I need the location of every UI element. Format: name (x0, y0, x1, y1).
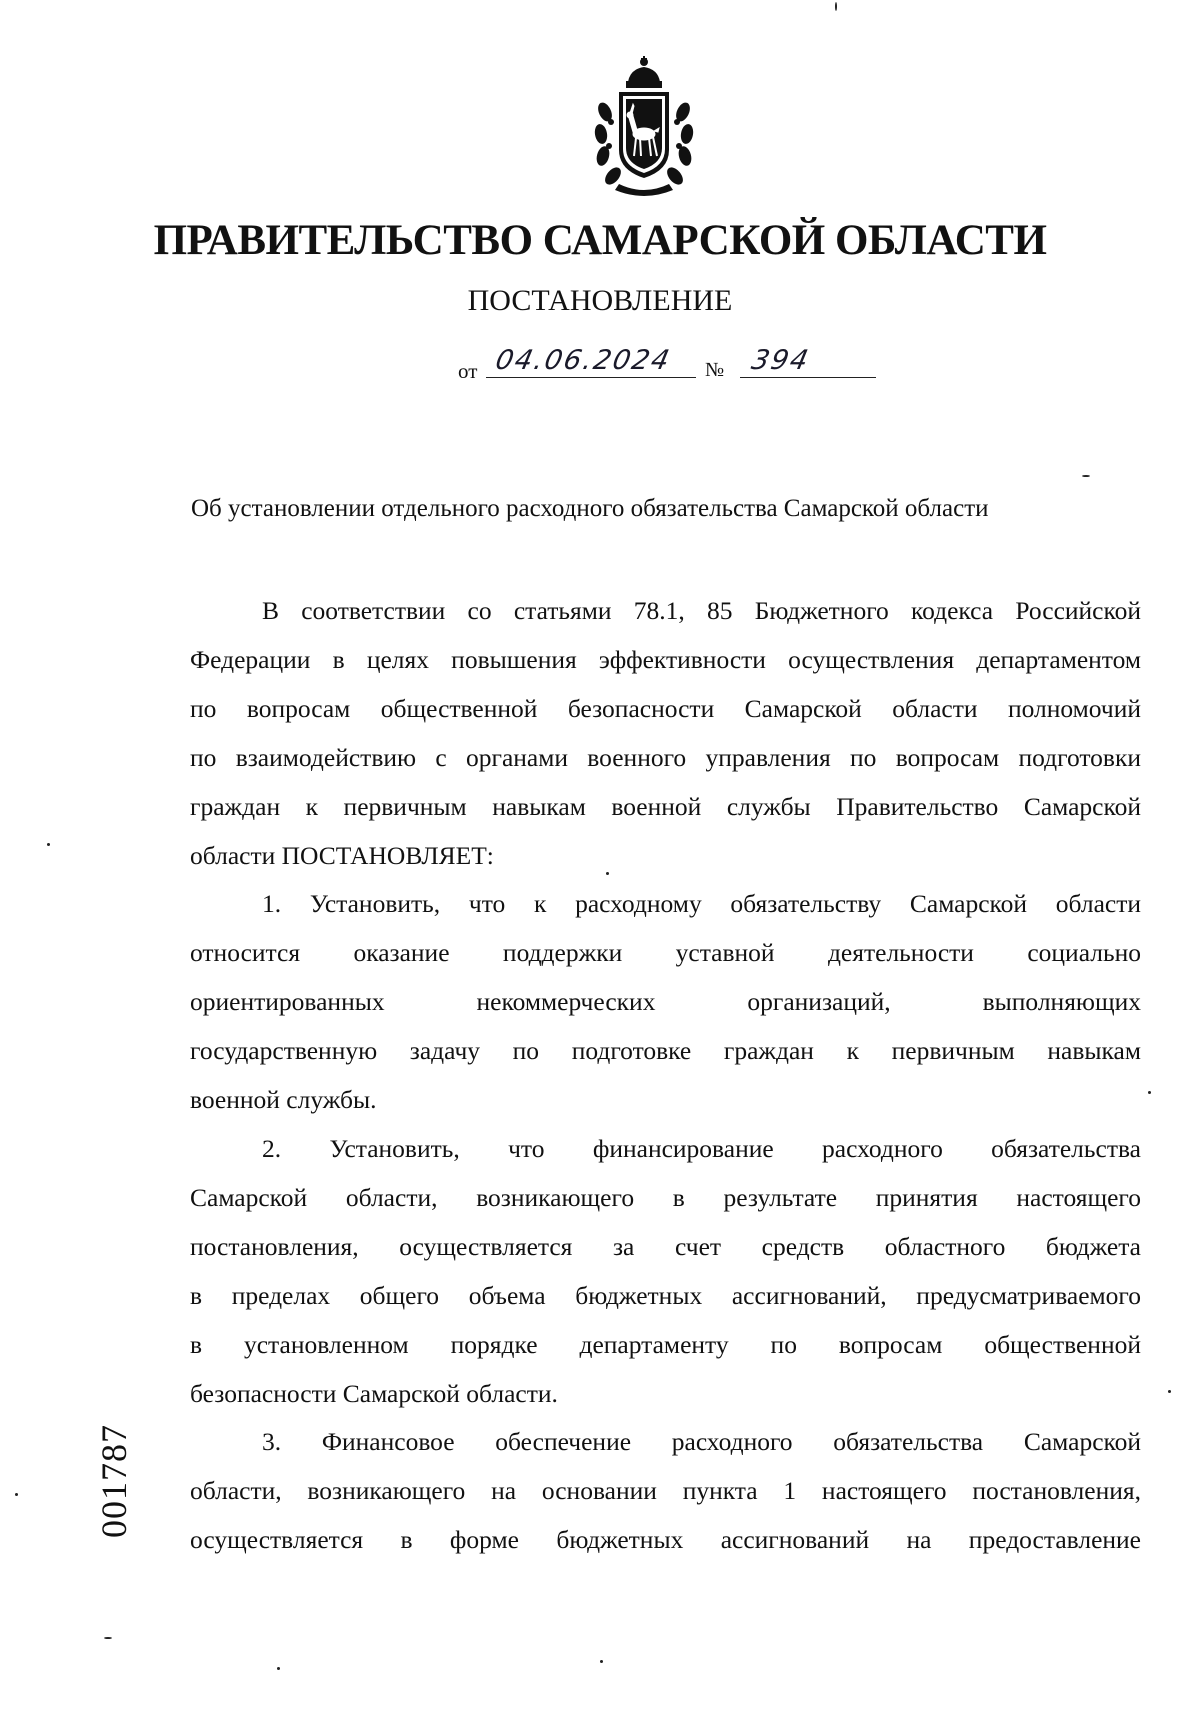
date-field (486, 342, 696, 378)
text-line: Самарской области, возникающего в результате принятия настоящего (190, 1182, 1141, 1212)
number-sign: № (705, 359, 725, 381)
scan-speck (606, 872, 609, 875)
scan-speck (47, 843, 50, 846)
organization-title: ПРАВИТЕЛЬСТВО САМАРСКОЙ ОБЛАСТИ (153, 217, 1047, 264)
scan-speck (1168, 1390, 1171, 1393)
paragraph-preamble (190, 587, 1141, 880)
text-line: военной службы. (190, 1085, 377, 1115)
text-line: по взаимодействию с органами военного управления по вопросам подготовки (190, 742, 1141, 772)
date-number-line (458, 342, 838, 384)
scan-speck (835, 2, 837, 11)
document-body (190, 587, 1141, 1565)
date-prefix: от (458, 359, 478, 383)
scan-speck (1082, 475, 1090, 477)
text-line: Федерации в целях повышения эффективности осуществления департаментом (190, 644, 1141, 674)
text-line: 3. Финансовое обеспечение расходного обязательства Самарской (262, 1427, 1141, 1457)
side-serial-number: 001787 (94, 1424, 134, 1538)
text-line: постановления, осуществляется за счет средств областного бюджета (190, 1231, 1141, 1261)
scan-speck (15, 1493, 18, 1496)
paragraph-item-3 (190, 1418, 1141, 1565)
scan-speck (277, 1667, 280, 1670)
text-line: по вопросам общественной безопасности Самарской области полномочий (190, 693, 1141, 723)
text-line: государственную задачу по подготовке граждан к первичным навыкам (190, 1036, 1141, 1066)
scan-speck (600, 1660, 603, 1663)
handwritten-number: 394 (748, 345, 813, 376)
coat-of-arms-emblem (589, 52, 699, 196)
document-subject: Об установлении отдельного расходного обязательства Самарской области (191, 495, 989, 522)
text-line: В соответствии со статьями 78.1, 85 Бюджетного кодекса Российской (262, 596, 1141, 625)
text-line: ориентированных некоммерческих организаций, выполняющих (190, 987, 1141, 1017)
text-line: осуществляется в форме бюджетных ассигнований на предоставление (190, 1525, 1141, 1555)
document-type: ПОСТАНОВЛЕНИЕ (467, 284, 733, 317)
paragraph-item-2 (190, 1125, 1141, 1418)
handwritten-date: 04.06.2024 (492, 345, 674, 376)
text-line: безопасности Самарской области. (190, 1378, 558, 1408)
number-field (740, 342, 876, 378)
text-line: относится оказание поддержки уставной деятельности социально (190, 938, 1141, 968)
scan-speck (1148, 1091, 1151, 1094)
paragraph-item-1 (190, 880, 1141, 1125)
text-line: области, возникающего на основании пункта 1 настоящего постановления, (190, 1476, 1141, 1506)
text-line: области ПОСТАНОВЛЯЕТ: (190, 840, 494, 870)
text-line: 1. Установить, что к расходному обязательству Самарской области (262, 889, 1141, 919)
text-line: в пределах общего объема бюджетных ассигнований, предусматриваемого (190, 1280, 1141, 1310)
scan-speck (104, 1637, 112, 1639)
text-line: граждан к первичным навыкам военной службы Правительство Самарской (190, 791, 1141, 821)
text-line: в установленном порядке департаменту по вопросам общественной (190, 1329, 1141, 1359)
text-line: 2. Установить, что финансирование расходного обязательства (262, 1133, 1141, 1163)
